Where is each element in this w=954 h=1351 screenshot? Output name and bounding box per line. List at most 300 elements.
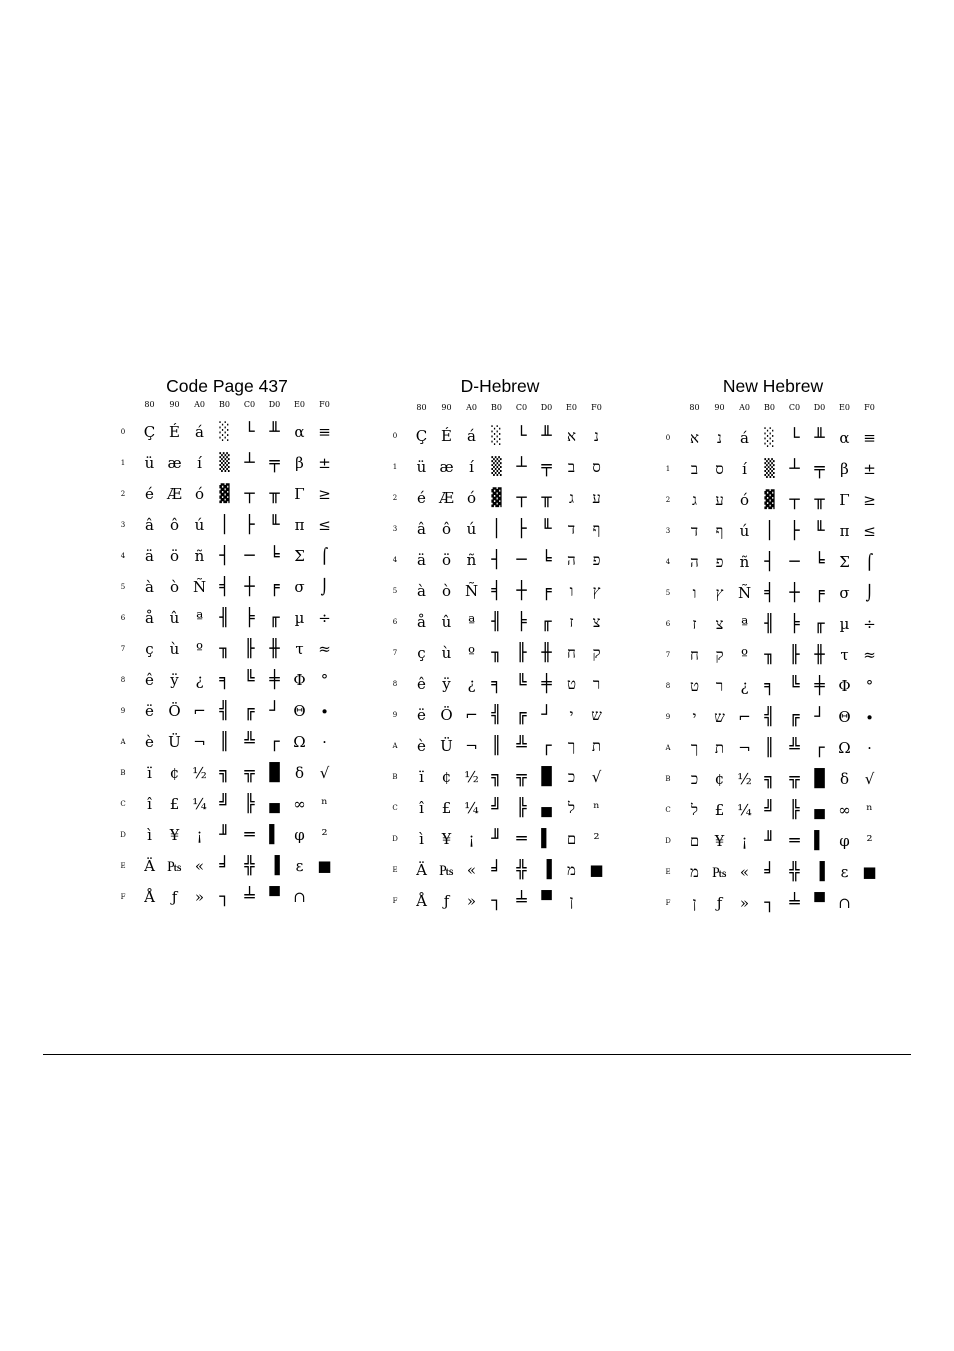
table-row bbox=[389, 886, 609, 917]
character-cell: · bbox=[867, 739, 872, 757]
table-row bbox=[389, 762, 609, 793]
column-header: B0 bbox=[219, 400, 230, 409]
character-cell: צ bbox=[715, 615, 724, 633]
row-header: E bbox=[665, 868, 671, 876]
character-cell: ╒ bbox=[541, 581, 552, 601]
character-cell: ┼ bbox=[516, 581, 527, 601]
character-cell: ≈ bbox=[863, 646, 876, 664]
character-cell: φ bbox=[839, 832, 850, 850]
row-header: 9 bbox=[392, 711, 398, 719]
character-cell: å bbox=[145, 609, 154, 627]
character-cell: Ω bbox=[838, 739, 851, 757]
row-header: 1 bbox=[120, 459, 126, 467]
character-cell: ז bbox=[692, 615, 697, 633]
character-cell: ô bbox=[169, 516, 180, 534]
character-cell: ╪ bbox=[814, 676, 825, 696]
character-cell: Ä bbox=[144, 857, 155, 875]
character-cell: µ bbox=[294, 609, 305, 627]
character-cell: ╞ bbox=[789, 614, 800, 634]
table-row bbox=[117, 541, 337, 572]
character-cell: ° bbox=[320, 671, 329, 689]
character-cell: ┘ bbox=[541, 705, 552, 725]
character-cell: ╣ bbox=[219, 701, 230, 721]
character-cell: ╖ bbox=[764, 645, 775, 665]
character-cell: í bbox=[469, 458, 474, 476]
character-cell: █ bbox=[814, 769, 825, 789]
character-cell: ¬ bbox=[193, 733, 206, 751]
row-header: 8 bbox=[120, 676, 126, 684]
column-header: C0 bbox=[515, 403, 528, 412]
character-cell: ╟ bbox=[244, 639, 255, 659]
character-cell: ⌐ bbox=[465, 706, 478, 724]
character-cell: ² bbox=[866, 832, 873, 850]
character-cell: ┌ bbox=[814, 738, 825, 758]
character-cell: ╥ bbox=[541, 488, 552, 508]
character-cell: ¥ bbox=[169, 826, 180, 844]
character-cell: Φ bbox=[293, 671, 306, 689]
character-cell: פ bbox=[715, 553, 724, 571]
row-header: 1 bbox=[392, 463, 398, 471]
character-cell: ו bbox=[569, 582, 574, 600]
character-cell: ╝ bbox=[491, 798, 502, 818]
character-cell: ⁿ bbox=[866, 801, 873, 819]
row-header: 7 bbox=[392, 649, 398, 657]
character-cell: ë bbox=[145, 702, 154, 720]
column-header: 80 bbox=[144, 400, 155, 409]
table-row bbox=[662, 640, 882, 671]
character-cell: ┐ bbox=[764, 893, 775, 913]
table-row bbox=[389, 607, 609, 638]
character-cell: ╓ bbox=[814, 614, 825, 634]
character-cell: ╒ bbox=[269, 577, 280, 597]
character-cell: Ü bbox=[168, 733, 181, 751]
character-cell: ╗ bbox=[219, 763, 230, 783]
character-cell: Ä bbox=[416, 861, 427, 879]
character-cell: ─ bbox=[789, 552, 800, 572]
character-cell: ╦ bbox=[789, 769, 800, 789]
character-cell: ╒ bbox=[814, 583, 825, 603]
character-cell: ה bbox=[690, 553, 699, 571]
character-cell: Θ bbox=[838, 708, 851, 726]
row-header: 4 bbox=[665, 558, 671, 566]
character-cell: ▌ bbox=[814, 831, 825, 851]
character-cell: ì bbox=[147, 826, 152, 844]
character-cell: ו bbox=[692, 584, 697, 602]
table-row bbox=[389, 731, 609, 762]
character-cell: ö bbox=[441, 551, 452, 569]
character-cell: á bbox=[467, 427, 476, 445]
character-cell: β bbox=[295, 454, 304, 472]
row-header: 6 bbox=[665, 620, 671, 628]
character-cell: ¥ bbox=[441, 830, 452, 848]
character-cell: ┌ bbox=[269, 732, 280, 752]
character-cell: ¢ bbox=[714, 770, 725, 788]
character-cell: √ bbox=[319, 764, 330, 782]
character-cell: ╜ bbox=[764, 831, 775, 851]
row-header: 5 bbox=[392, 587, 398, 595]
character-cell: σ bbox=[294, 578, 305, 596]
character-cell: ╬ bbox=[516, 860, 527, 880]
table-row bbox=[662, 423, 882, 454]
column-header: 90 bbox=[714, 403, 725, 412]
character-cell: ≤ bbox=[318, 516, 331, 534]
character-cell: ך bbox=[690, 739, 699, 757]
character-cell: ▓ bbox=[219, 484, 230, 504]
column-header: A0 bbox=[739, 403, 750, 412]
column-header: 90 bbox=[441, 403, 452, 412]
character-cell: ƒ bbox=[716, 894, 723, 912]
character-cell: ╡ bbox=[764, 583, 775, 603]
row-header: 2 bbox=[392, 494, 398, 502]
character-cell: ╝ bbox=[219, 794, 230, 814]
table-row bbox=[662, 671, 882, 702]
character-cell: · bbox=[322, 733, 327, 751]
character-cell: ש bbox=[591, 706, 602, 724]
character-cell: ק bbox=[715, 646, 724, 664]
row-header: 5 bbox=[120, 583, 126, 591]
table-row bbox=[117, 572, 337, 603]
character-cell: ע bbox=[592, 489, 601, 507]
character-cell: ╦ bbox=[244, 763, 255, 783]
character-cell: π bbox=[294, 516, 305, 534]
character-cell: ן bbox=[692, 894, 697, 912]
character-cell: « bbox=[194, 857, 205, 875]
character-cell: ט bbox=[689, 677, 700, 695]
character-cell: ▒ bbox=[219, 453, 230, 473]
character-cell: ¥ bbox=[714, 832, 725, 850]
character-cell: ÷ bbox=[318, 609, 331, 627]
character-cell: Ç bbox=[415, 427, 428, 445]
character-cell: á bbox=[195, 423, 204, 441]
character-cell: מ bbox=[567, 861, 576, 879]
character-cell: ג bbox=[692, 491, 697, 509]
character-cell: ╫ bbox=[814, 645, 825, 665]
column-header-row bbox=[117, 399, 337, 411]
character-cell: ∞ bbox=[293, 795, 306, 813]
character-cell: Ñ bbox=[464, 582, 479, 600]
column-header: D0 bbox=[540, 403, 553, 412]
character-cell: ÷ bbox=[863, 615, 876, 633]
character-cell: ╤ bbox=[814, 459, 825, 479]
table-title: New Hebrew bbox=[722, 376, 824, 396]
character-cell: º bbox=[467, 644, 476, 662]
table-row bbox=[117, 789, 337, 820]
character-cell: ║ bbox=[764, 738, 775, 758]
table-row bbox=[117, 696, 337, 727]
row-header: A bbox=[665, 744, 671, 752]
character-cell: É bbox=[169, 423, 180, 441]
character-cell: ñ bbox=[466, 551, 477, 569]
table-row bbox=[117, 758, 337, 789]
character-cell: ⌐ bbox=[738, 708, 751, 726]
character-cell: י bbox=[569, 706, 574, 724]
character-cell: « bbox=[739, 863, 750, 881]
character-cell: ╙ bbox=[541, 519, 552, 539]
character-cell: ▐ bbox=[814, 862, 825, 882]
row-header: C bbox=[120, 800, 126, 808]
table-row bbox=[662, 609, 882, 640]
row-header: 8 bbox=[392, 680, 398, 688]
character-cell: ░ bbox=[491, 426, 502, 446]
character-cell: ף bbox=[715, 522, 724, 540]
character-grid bbox=[389, 421, 611, 917]
character-cell: ╢ bbox=[491, 612, 502, 632]
character-cell: ▀ bbox=[814, 893, 825, 913]
character-cell: δ bbox=[294, 764, 305, 782]
row-header: D bbox=[665, 837, 671, 845]
column-header: F0 bbox=[319, 400, 330, 409]
row-header: 0 bbox=[120, 428, 126, 436]
row-header: 3 bbox=[665, 527, 671, 535]
character-cell: ╜ bbox=[219, 825, 230, 845]
character-cell: ê bbox=[417, 675, 426, 693]
character-cell: û bbox=[169, 609, 180, 627]
character-cell: ת bbox=[714, 739, 725, 757]
column-header: 90 bbox=[169, 400, 180, 409]
character-cell: ╕ bbox=[491, 674, 502, 694]
character-cell: î bbox=[419, 799, 424, 817]
character-grid bbox=[662, 423, 884, 919]
character-grid bbox=[117, 417, 337, 913]
character-cell: ² bbox=[593, 830, 600, 848]
character-cell: │ bbox=[764, 521, 775, 541]
character-cell: ç bbox=[417, 644, 426, 662]
table-row bbox=[389, 576, 609, 607]
character-cell: ╫ bbox=[541, 643, 552, 663]
horizontal-rule bbox=[43, 1054, 911, 1055]
row-header: A bbox=[120, 738, 126, 746]
character-cell: ┤ bbox=[219, 546, 230, 566]
character-cell: ■ bbox=[317, 857, 332, 875]
row-header: 0 bbox=[392, 432, 398, 440]
character-cell: ═ bbox=[244, 825, 255, 845]
character-cell: é bbox=[145, 485, 154, 503]
character-cell: ┴ bbox=[244, 453, 255, 473]
column-header: B0 bbox=[491, 403, 502, 412]
character-cell: └ bbox=[789, 428, 800, 448]
character-cell: ≡ bbox=[318, 423, 331, 441]
character-cell: ד bbox=[690, 522, 699, 540]
character-cell: Ö bbox=[168, 702, 181, 720]
column-header: D0 bbox=[813, 403, 826, 412]
table-row bbox=[662, 454, 882, 485]
row-header: 9 bbox=[665, 713, 671, 721]
character-cell: ╕ bbox=[764, 676, 775, 696]
character-cell: ש bbox=[714, 708, 725, 726]
character-cell: ▐ bbox=[541, 860, 552, 880]
character-cell: ª bbox=[195, 609, 204, 627]
table-row bbox=[389, 793, 609, 824]
character-cell: ╝ bbox=[764, 800, 775, 820]
table-row bbox=[389, 514, 609, 545]
character-cell: √ bbox=[591, 768, 602, 786]
character-cell: ר bbox=[592, 675, 601, 693]
table-row bbox=[389, 855, 609, 886]
character-cell: ץ bbox=[715, 584, 724, 602]
character-cell: ƒ bbox=[443, 892, 450, 910]
character-cell: º bbox=[740, 646, 749, 664]
character-cell: ∞ bbox=[838, 801, 851, 819]
character-cell: ▓ bbox=[764, 490, 775, 510]
character-cell: ¼ bbox=[464, 799, 479, 817]
character-cell: ñ bbox=[194, 547, 205, 565]
character-cell: ü bbox=[416, 458, 427, 476]
row-header: F bbox=[392, 897, 398, 905]
table-row bbox=[662, 764, 882, 795]
character-cell: ¿ bbox=[467, 675, 476, 693]
character-cell: î bbox=[147, 795, 152, 813]
character-cell: ┼ bbox=[789, 583, 800, 603]
character-cell: ä bbox=[417, 551, 426, 569]
character-cell: ò bbox=[169, 578, 180, 596]
character-cell: ╘ bbox=[541, 550, 552, 570]
character-cell: â bbox=[145, 516, 154, 534]
character-cell: ï bbox=[147, 764, 152, 782]
character-cell: ╠ bbox=[789, 800, 800, 820]
column-header-row bbox=[662, 402, 884, 414]
row-header: 3 bbox=[392, 525, 398, 533]
character-cell: י bbox=[692, 708, 697, 726]
character-cell: ╘ bbox=[269, 546, 280, 566]
character-cell: ° bbox=[865, 677, 874, 695]
character-cell: ■ bbox=[862, 863, 877, 881]
character-cell: ╡ bbox=[219, 577, 230, 597]
character-cell: β bbox=[840, 460, 849, 478]
character-cell: » bbox=[194, 888, 205, 906]
character-cell: ╗ bbox=[491, 767, 502, 787]
column-header: A0 bbox=[466, 403, 477, 412]
character-cell: ₧ bbox=[712, 863, 727, 881]
character-cell: α bbox=[839, 429, 850, 447]
character-cell: Γ bbox=[839, 491, 850, 509]
table-row bbox=[662, 857, 882, 888]
character-cell: ח bbox=[690, 646, 699, 664]
character-cell: █ bbox=[541, 767, 552, 787]
character-cell: ¿ bbox=[195, 671, 204, 689]
character-cell: æ bbox=[439, 458, 454, 476]
row-header: 2 bbox=[665, 496, 671, 504]
character-cell: ∙ bbox=[865, 708, 874, 726]
character-cell: ╞ bbox=[244, 608, 255, 628]
character-cell: ס bbox=[592, 458, 601, 476]
table-row bbox=[662, 795, 882, 826]
column-header-row bbox=[389, 402, 611, 414]
character-cell: ד bbox=[567, 520, 576, 538]
character-cell: צ bbox=[592, 613, 601, 631]
character-cell: ─ bbox=[516, 550, 527, 570]
character-cell: å bbox=[417, 613, 426, 631]
row-header: 8 bbox=[665, 682, 671, 690]
character-cell: ≈ bbox=[318, 640, 331, 658]
character-cell: ├ bbox=[244, 515, 255, 535]
character-cell: ┐ bbox=[219, 887, 230, 907]
character-cell: ╬ bbox=[244, 856, 255, 876]
character-cell: ó bbox=[194, 485, 205, 503]
table-row bbox=[117, 634, 337, 665]
character-cell: └ bbox=[244, 422, 255, 442]
row-header: 6 bbox=[120, 614, 126, 622]
character-cell: ╚ bbox=[516, 674, 527, 694]
column-header: E0 bbox=[839, 403, 850, 412]
character-cell: ▐ bbox=[269, 856, 280, 876]
character-cell: ╧ bbox=[516, 891, 527, 911]
character-cell: ─ bbox=[244, 546, 255, 566]
character-cell: ך bbox=[567, 737, 576, 755]
table-row bbox=[389, 700, 609, 731]
character-cell: ╘ bbox=[814, 552, 825, 572]
row-header: 7 bbox=[665, 651, 671, 659]
character-cell: ╫ bbox=[269, 639, 280, 659]
character-cell: ƒ bbox=[171, 888, 178, 906]
character-cell: è bbox=[145, 733, 154, 751]
character-cell: ╡ bbox=[491, 581, 502, 601]
row-header: 2 bbox=[120, 490, 126, 498]
character-cell: ▒ bbox=[764, 459, 775, 479]
character-cell: ╛ bbox=[491, 860, 502, 880]
character-cell: ╚ bbox=[244, 670, 255, 690]
character-cell: ╥ bbox=[269, 484, 280, 504]
character-cell: ╪ bbox=[269, 670, 280, 690]
character-cell: £ bbox=[441, 799, 452, 817]
character-cell: כ bbox=[690, 770, 699, 788]
character-cell: ╥ bbox=[814, 490, 825, 510]
column-header: C0 bbox=[243, 400, 256, 409]
character-cell: נ bbox=[594, 427, 599, 445]
character-cell: Ö bbox=[440, 706, 453, 724]
character-cell: ╓ bbox=[269, 608, 280, 628]
character-cell: Φ bbox=[838, 677, 851, 695]
character-cell: ² bbox=[321, 826, 328, 844]
character-cell: » bbox=[739, 894, 750, 912]
character-cell: ╩ bbox=[244, 732, 255, 752]
character-cell: ╛ bbox=[219, 856, 230, 876]
character-cell: א bbox=[689, 429, 699, 447]
table-row bbox=[662, 826, 882, 857]
character-cell: ≥ bbox=[863, 491, 876, 509]
table-row bbox=[117, 510, 337, 541]
character-cell: ╕ bbox=[219, 670, 230, 690]
character-cell: ¢ bbox=[169, 764, 180, 782]
table-row bbox=[117, 479, 337, 510]
character-cell: Θ bbox=[293, 702, 306, 720]
character-cell: ץ bbox=[592, 582, 601, 600]
column-header: 80 bbox=[689, 403, 700, 412]
column-header: 80 bbox=[416, 403, 427, 412]
character-cell: ⌡ bbox=[320, 578, 329, 596]
character-cell: ע bbox=[715, 491, 724, 509]
character-cell: φ bbox=[294, 826, 305, 844]
character-cell: ┬ bbox=[789, 490, 800, 510]
row-header: B bbox=[392, 773, 398, 781]
character-cell: Ü bbox=[440, 737, 453, 755]
character-cell: ┴ bbox=[516, 457, 527, 477]
character-cell: ╙ bbox=[269, 515, 280, 535]
character-cell: ñ bbox=[739, 553, 750, 571]
character-cell: ╟ bbox=[789, 645, 800, 665]
character-cell: ± bbox=[863, 460, 876, 478]
table-row bbox=[662, 888, 882, 919]
character-cell: ä bbox=[145, 547, 154, 565]
character-cell: ╖ bbox=[491, 643, 502, 663]
table-row bbox=[117, 665, 337, 696]
character-cell: ÿ bbox=[170, 671, 179, 689]
character-cell: ó bbox=[466, 489, 477, 507]
table-row bbox=[117, 727, 337, 758]
character-cell: ╓ bbox=[541, 612, 552, 632]
character-cell: ╠ bbox=[244, 794, 255, 814]
character-cell: ╔ bbox=[244, 701, 255, 721]
character-cell: Σ bbox=[294, 547, 305, 565]
